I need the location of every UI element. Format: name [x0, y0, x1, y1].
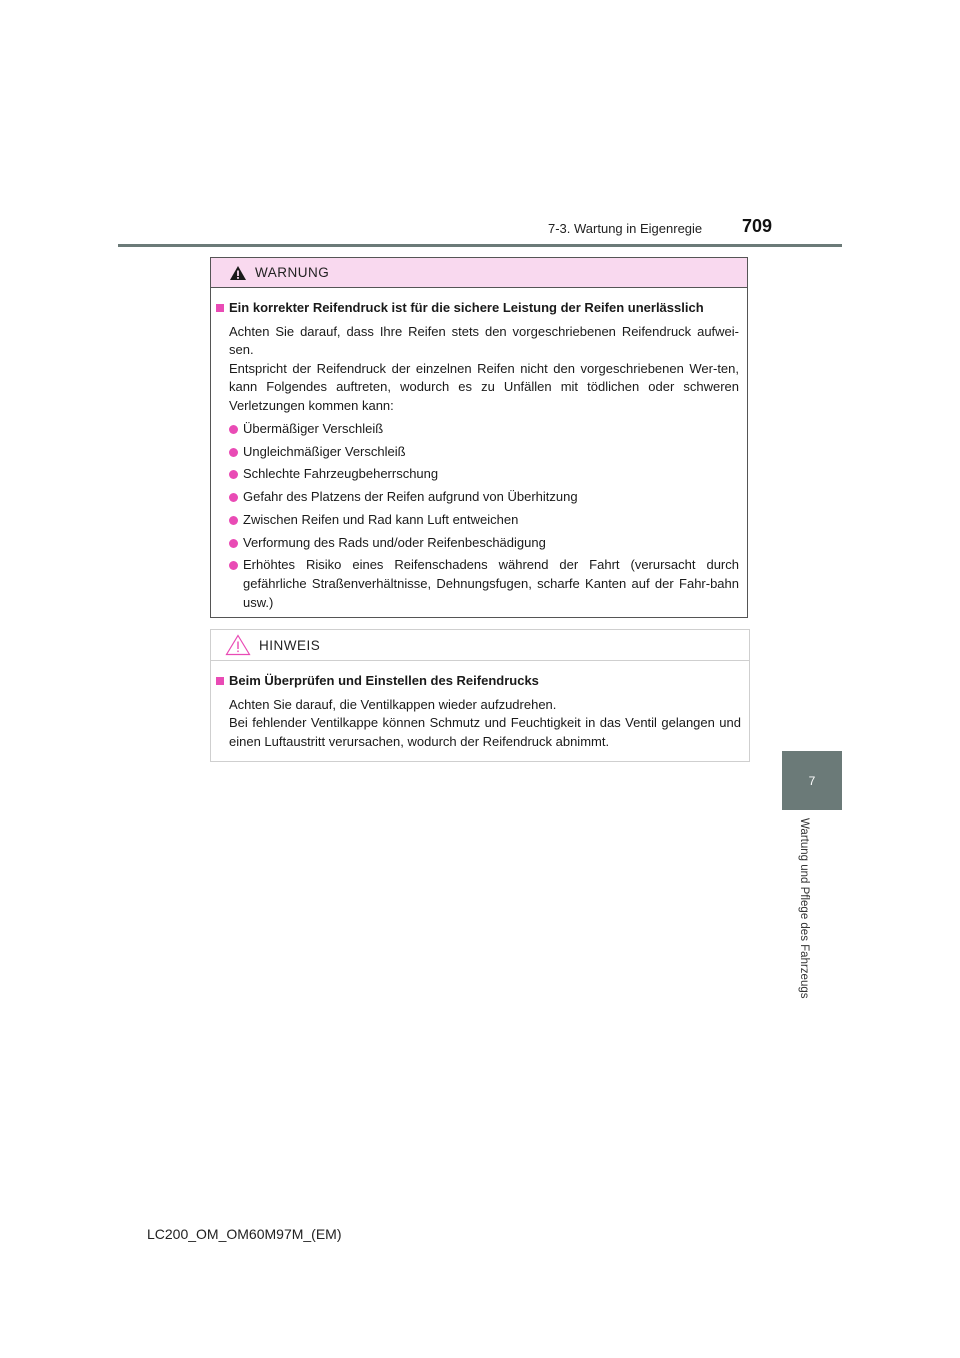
warning-body: [211, 288, 747, 612]
square-bullet-icon: [216, 677, 224, 685]
chapter-tab: [782, 751, 842, 810]
warning-header: [211, 258, 747, 288]
list-item: [229, 556, 739, 612]
list-item-text: Ungleichmäßiger Verschleiß: [243, 443, 406, 459]
round-bullet-icon: [229, 516, 238, 525]
warning-box: [210, 257, 748, 618]
notice-paragraph-2: Bei fehlender Ventilkappe können Schmutz und Feuchtigkeit in das Ventil gelangen und einen Luftaustritt verursachen, wodurch der Reifendruck abnimmt.: [229, 715, 741, 749]
list-item-text: Verformung des Rads und/oder Reifenbeschädigung: [243, 534, 546, 550]
round-bullet-icon: [229, 470, 238, 479]
round-bullet-icon: [229, 493, 238, 502]
header-divider: [118, 244, 842, 247]
notice-paragraphs: [216, 696, 741, 752]
round-bullet-icon: [229, 448, 238, 457]
list-item: [229, 488, 739, 507]
list-item: [229, 465, 739, 484]
warning-triangle-icon: [229, 265, 247, 281]
warning-bullet-list: [216, 420, 739, 612]
page-number: 709: [742, 216, 773, 236]
list-item: [229, 534, 739, 553]
list-item-text: Zwischen Reifen und Rad kann Luft entweichen: [243, 511, 519, 527]
square-bullet-icon: [216, 304, 224, 312]
warning-heading: [216, 299, 739, 318]
notice-header: [211, 630, 749, 661]
list-item-text: Übermäßiger Verschleiß: [243, 420, 384, 436]
caution-triangle-icon: [225, 634, 251, 656]
round-bullet-icon: [229, 539, 238, 548]
list-item: [229, 420, 739, 439]
warning-label: WARNUNG: [255, 265, 330, 280]
round-bullet-icon: [229, 561, 238, 570]
list-item: [229, 511, 739, 530]
round-bullet-icon: [229, 425, 238, 434]
list-item-text: Erhöhtes Risiko eines Reifenschadens während der Fahrt (verursacht durch gefährliche Straßenverhältnisse, Dehnungsfugen, scharfe Kanten auf der Fahr-bahn usw.): [243, 557, 739, 610]
notice-body: [211, 661, 749, 751]
notice-label: HINWEIS: [259, 637, 321, 653]
warning-paragraphs: [216, 323, 739, 416]
list-item-text: Gefahr des Platzens der Reifen aufgrund von Überhitzung: [243, 489, 578, 505]
warning-paragraph-1: Achten Sie darauf, dass Ihre Reifen stets den vorgeschriebenen Reifendruck aufwei-sen.: [229, 323, 739, 358]
notice-heading-text: Beim Überprüfen und Einstellen des Reifendrucks: [229, 673, 539, 688]
notice-heading: [216, 672, 741, 691]
list-item: [229, 443, 739, 462]
notice-paragraph-1: Achten Sie darauf, die Ventilkappen wieder aufzudrehen.: [229, 696, 557, 712]
warning-heading-text: Ein korrekter Reifendruck ist für die sichere Leistung der Reifen unerlässlich: [229, 300, 704, 315]
notice-box: [210, 629, 750, 762]
chapter-title: Wartung und Pflege des Fahrzeugs: [798, 818, 810, 999]
chapter-number: 7: [808, 773, 816, 788]
document-code: LC200_OM_OM60M97M_(EM): [147, 1226, 342, 1242]
warning-paragraph-2: Entspricht der Reifendruck der einzelnen Reifen nicht den vorgeschriebenen Wer-ten, kann Folgendes auftreten, wodurch es zu Unfällen mit tödlichen oder schweren Verletzungen kommen kann:: [229, 360, 739, 413]
list-item-text: Schlechte Fahrzeugbeherrschung: [243, 466, 439, 482]
header-section-title: 7-3. Wartung in Eigenregie: [548, 221, 703, 236]
